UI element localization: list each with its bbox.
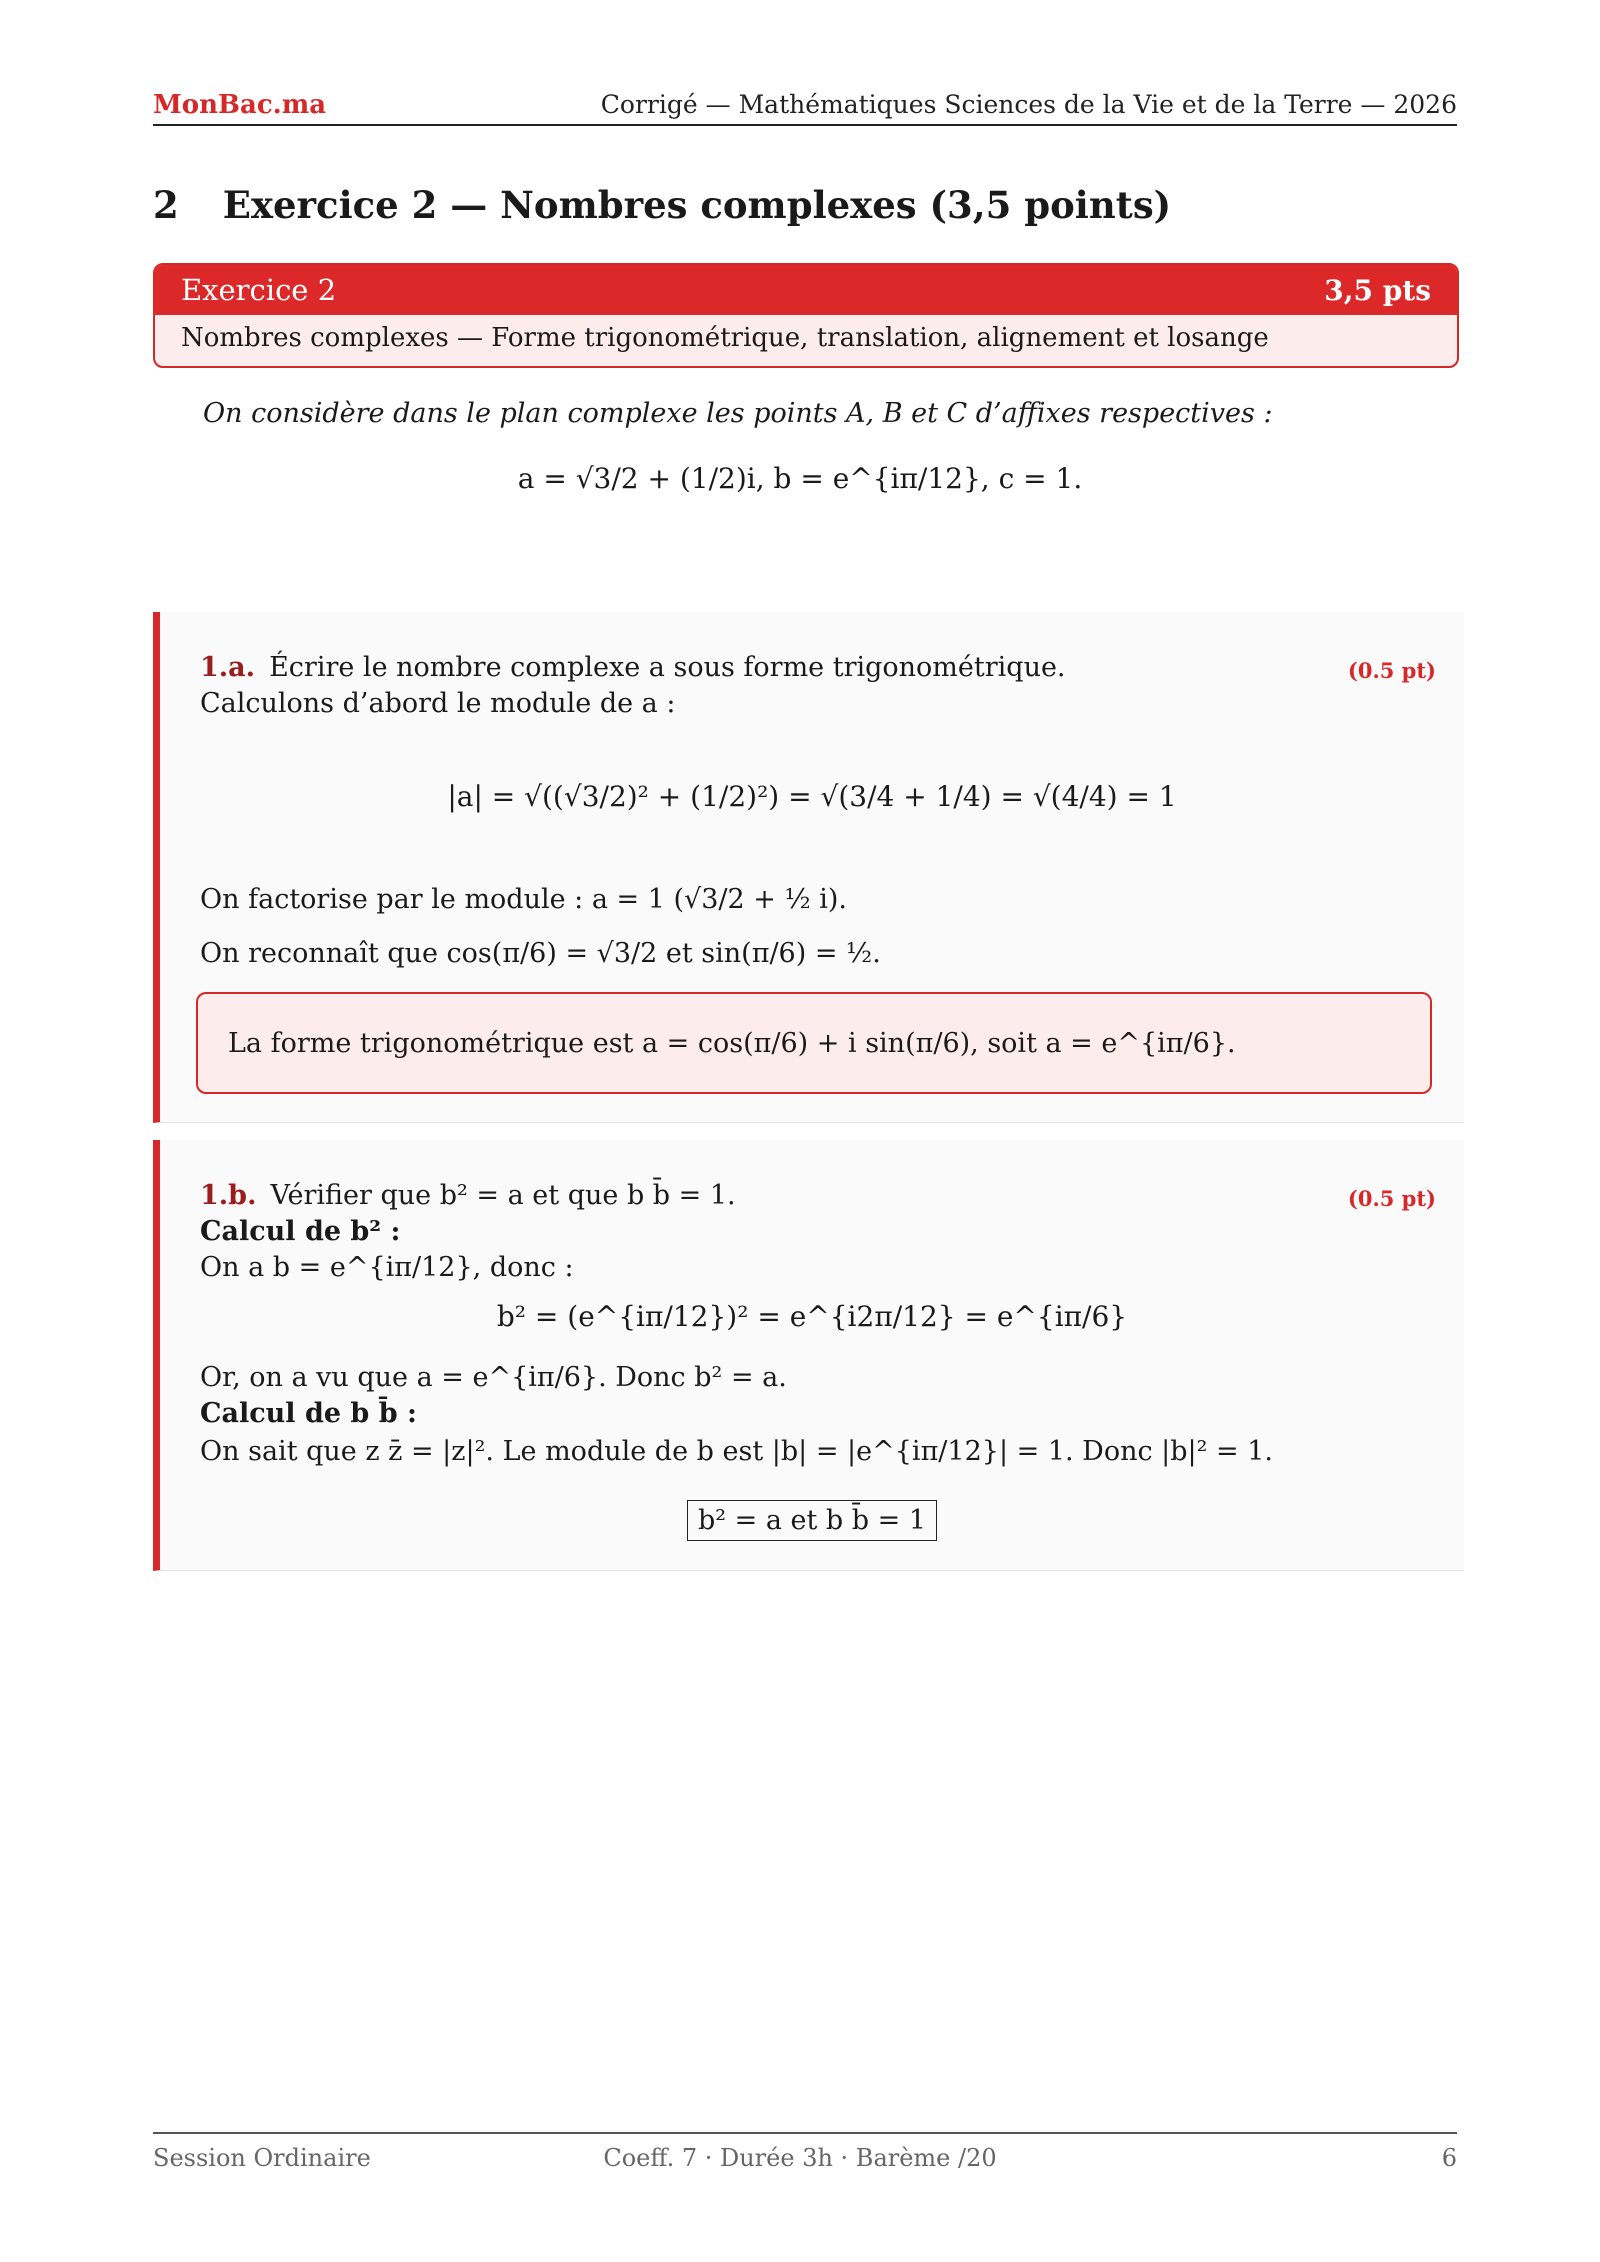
section-number: 2 bbox=[153, 183, 179, 227]
exercise-box-points: 3,5 pts bbox=[1324, 273, 1431, 307]
q1a-line-2: On factorise par le module : a = 1 (√3/2 + ½ i). bbox=[200, 884, 847, 915]
q1b-result-box: b² = a et b b̄ = 1 bbox=[687, 1500, 937, 1541]
question-1a-header bbox=[200, 652, 1066, 683]
page-number: 6 bbox=[1441, 2144, 1457, 2172]
q1b-heading-1: Calcul de b² : bbox=[200, 1216, 401, 1247]
intro-formula: a = √3/2 + (1/2)i, b = e^{iπ/12}, c = 1. bbox=[517, 462, 1083, 495]
q1a-modulus-equation: |a| = √((√3/2)² + (1/2)²) = √(3/4 + 1/4) = √(4/4) = 1 bbox=[447, 780, 1177, 813]
q1a-answer-box bbox=[196, 992, 1432, 1094]
question-1b-header bbox=[200, 1180, 736, 1211]
q1b-square-equation: b² = (e^{iπ/12})² = e^{i2π/12} = e^{iπ/6} bbox=[496, 1300, 1128, 1333]
q1a-line-3: On reconnaît que cos(π/6) = √3/2 et sin(π/6) = ½. bbox=[200, 938, 881, 969]
question-1b-label: 1.b. bbox=[200, 1180, 257, 1211]
footer-session: Session Ordinaire bbox=[153, 2144, 371, 2172]
q1a-answer-text: La forme trigonométrique est a = cos(π/6) + i sin(π/6), soit a = e^{iπ/6}. bbox=[228, 1027, 1236, 1059]
exercise-box-header bbox=[155, 265, 1457, 315]
exercise-box-subtitle: Nombres complexes — Forme trigonométrique, translation, alignement et losange bbox=[181, 323, 1269, 353]
question-1a-points: (0.5 pt) bbox=[1347, 658, 1436, 683]
question-1b-points: (0.5 pt) bbox=[1347, 1186, 1436, 1211]
q1a-line-1: Calculons d’abord le module de a : bbox=[200, 688, 676, 719]
q1b-line-3: On sait que z z̄ = |z|². Le module de b est |b| = |e^{iπ/12}| = 1. Donc |b|² = 1. bbox=[200, 1436, 1274, 1467]
exercise-box-title: Exercice 2 bbox=[181, 273, 337, 307]
header-rule bbox=[153, 124, 1457, 126]
q1b-line-2: Or, on a vu que a = e^{iπ/6}. Donc b² = a. bbox=[200, 1362, 787, 1393]
section-title-text: Exercice 2 — Nombres complexes (3,5 points) bbox=[222, 183, 1172, 227]
exercise-box bbox=[153, 263, 1459, 368]
footer-info: Coeff. 7 · Durée 3h · Barème /20 bbox=[603, 2144, 997, 2172]
intro-text: On considère dans le plan complexe les points A, B et C d’affixes respectives : bbox=[203, 398, 1273, 429]
brand-logo: MonBac.ma bbox=[153, 90, 327, 120]
header-title: Corrigé — Mathématiques Sciences de la Vie et de la Terre — 2026 bbox=[600, 90, 1457, 119]
question-1a-text: Écrire le nombre complexe a sous forme trigonométrique. bbox=[269, 652, 1066, 683]
question-1b-text: Vérifier que b² = a et que b b̄ = 1. bbox=[270, 1180, 736, 1211]
q1b-result-wrap bbox=[160, 1500, 1464, 1541]
section-title bbox=[153, 183, 1171, 227]
footer-rule bbox=[153, 2132, 1457, 2134]
question-1b-box bbox=[153, 1140, 1464, 1571]
q1b-line-1: On a b = e^{iπ/12}, donc : bbox=[200, 1252, 574, 1283]
question-1a-box bbox=[153, 612, 1464, 1123]
question-1a-label: 1.a. bbox=[200, 652, 256, 683]
q1b-heading-2: Calcul de b b̄ : bbox=[200, 1398, 417, 1429]
